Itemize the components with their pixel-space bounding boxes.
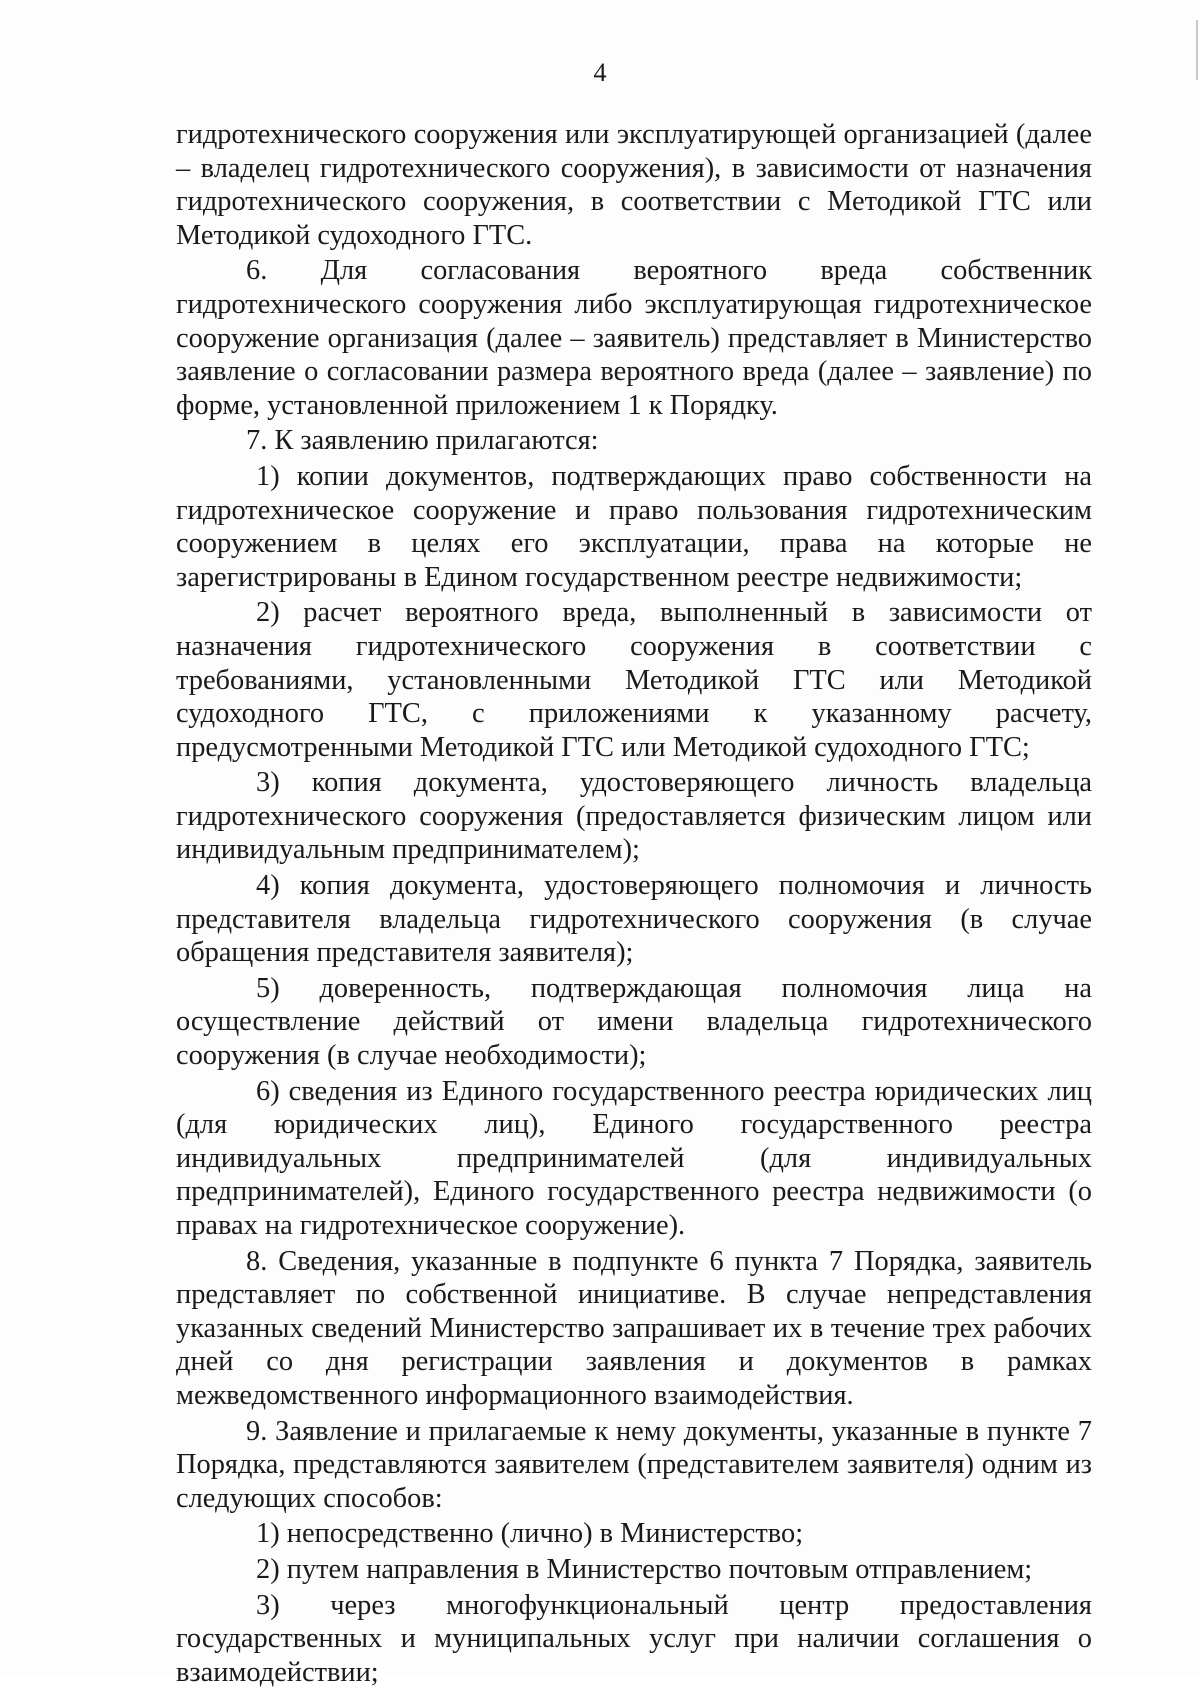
subparagraph-7-3: 3) копия документа, удостоверяющего личность владельца гидротехнического сооружения (предоставляется физическим лицом или индивидуальным предпринимателем);: [176, 767, 1092, 866]
subparagraph-7-2: 2) расчет вероятного вреда, выполненный в зависимости от назначения гидротехнического сооружения в соответствии с требованиями, установленными Методикой ГТС или Методикой судоходного ГТС, с приложениями к указанному расчету, предусмотренными Методикой ГТС или Методикой судоходного ГТС;: [176, 597, 1092, 763]
paragraph-item-6: 6. Для согласования вероятного вреда собственник гидротехнического сооружения либо эксплуатирующая гидротехническое сооружение организация (далее – заявитель) представляет в Министерство заявление о согласовании размера вероятного вреда (далее – заявление) по форме, установленной приложением 1 к Порядку.: [176, 255, 1092, 421]
subparagraph-7-1: 1) копии документов, подтверждающих право собственности на гидротехническое сооружение и право пользования гидротехническим сооружением в целях его эксплуатации, права на которые не зарегистрированы в Едином государственном реестре недвижимости;: [176, 460, 1092, 593]
paragraph-item-9: 9. Заявление и прилагаемые к нему документы, указанные в пункте 7 Порядка, представляются заявителем (представителем заявителя) одним из следующих способов:: [176, 1415, 1092, 1514]
paragraph-continuation: гидротехнического сооружения или эксплуатирующей организацией (далее – владелец гидротехнического сооружения), в зависимости от назначения гидротехнического сооружения, в соответствии с Методикой ГТС или Методикой судоходного ГТС.: [176, 119, 1092, 251]
paragraph-item-8: 8. Сведения, указанные в подпункте 6 пункта 7 Порядка, заявитель представляет по собственной инициативе. В случае непредставления указанных сведений Министерство запрашивает их в течение трех рабочих дней со дня регистрации заявления и документов в рамках межведомственного информационного взаимодействия.: [176, 1245, 1092, 1411]
subparagraph-7-6: 6) сведения из Единого государственного реестра юридических лиц (для юридических лиц), Единого государственного реестра индивидуальных предпринимателей (для индивидуальных предпринимателей), Единого государственного реестра недвижимости (о правах на гидротехническое сооружение).: [176, 1075, 1092, 1241]
subparagraph-7-5: 5) доверенность, подтверждающая полномочия лица на осуществление действий от имени владельца гидротехнического сооружения (в случае необходимости);: [176, 972, 1092, 1072]
subparagraph-7-4: 4) копия документа, удостоверяющего полномочия и личность представителя владельца гидротехнического сооружения (в случае обращения представителя заявителя);: [176, 870, 1092, 969]
subparagraph-9-1: 1) непосредственно (лично) в Министерство;: [256, 1518, 804, 1550]
paragraph-item-7: 7. К заявлению прилагаются:: [246, 425, 599, 457]
subparagraph-9-2: 2) путем направления в Министерство почтовым отправлением;: [256, 1553, 1033, 1585]
page-number: 4: [593, 58, 607, 87]
subparagraph-9-3: 3) через многофункциональный центр предоставления государственных и муниципальных услуг при наличии соглашения о взаимодействии;: [176, 1589, 1092, 1688]
document-body: [176, 118, 1092, 1691]
